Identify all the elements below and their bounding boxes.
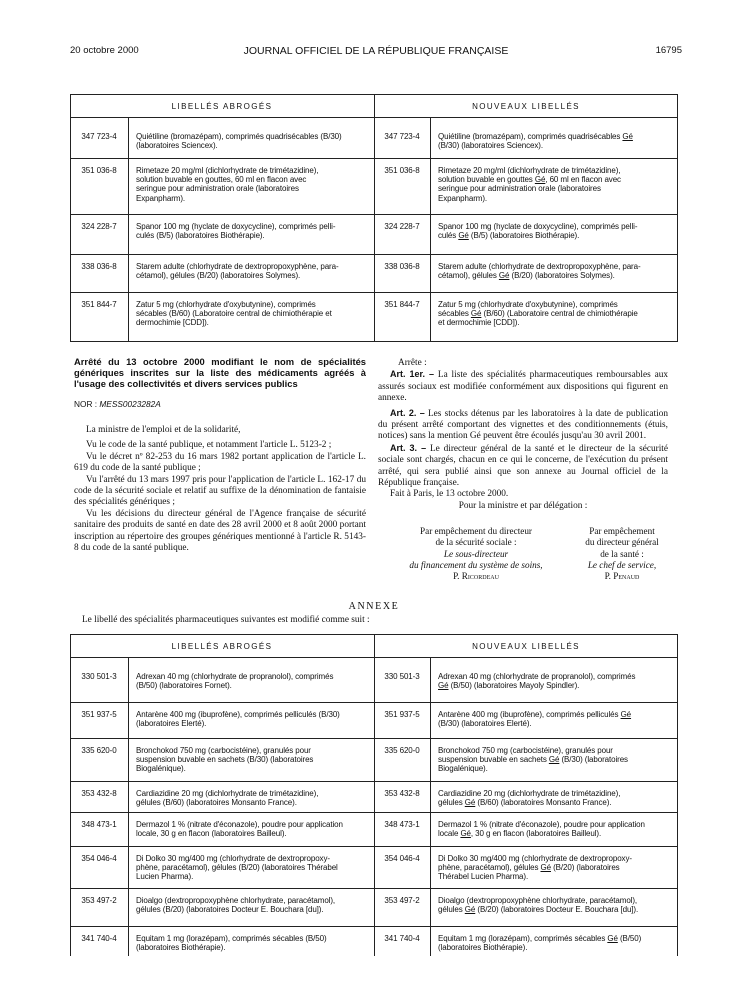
generic-mark: Gé (470, 309, 482, 319)
top-new-code-cell: 324 228-7 (384, 222, 420, 231)
header-new-labels: NOUVEAUX LIBELLÉS (472, 102, 580, 111)
annex-old-label-cell: Adrexan 40 mg (chlorhydrate de propranolol), comprimés (B/50) (laboratoires Fornet). (136, 672, 334, 691)
signature-right: Par empêchement du directeur général de la santé : Le chef de service, P. Penaud (585, 526, 659, 582)
generic-mark: Gé (534, 175, 546, 185)
annex-code-cell: 348 473-1 (81, 820, 117, 829)
top-new-label-cell: Quiétiline (bromazépam), comprimés quadrisécables Gé (B/30) (laboratoires Sciencex). (438, 132, 633, 151)
annex-code-cell: 353 497-2 (81, 896, 117, 905)
generic-mark: Gé (464, 905, 476, 915)
column-divider (128, 117, 129, 342)
top-new-code-cell: 338 036-8 (384, 262, 420, 271)
annex-intro: Le libellé des spécialités pharmaceutiques suivantes est modifié comme suit : (82, 615, 370, 625)
generic-mark: Gé (540, 863, 551, 873)
top-code-cell: 351 844-7 (81, 300, 117, 309)
annex-code-cell: 335 620-0 (81, 746, 117, 755)
page-header (70, 45, 682, 59)
row-separator (70, 812, 678, 813)
annex-new-label-cell: Dioalgo (dextropropoxyphène chlorhydrate, paracétamol), gélules Gé (B/20) (laboratoires Docteur E. Bouchara [du]). (438, 896, 639, 915)
row-separator (70, 926, 678, 927)
top-new-code-cell: 351 844-7 (384, 300, 420, 309)
minister-line: La ministre de l'emploi et de la solidarité, (86, 425, 241, 436)
annex-old-label-cell: Cardiazidine 20 mg (dichlorhydrate de trimétazidine), gélules (B/60) (laboratoires Monsanto France). (136, 789, 319, 808)
top-new-code-cell: 347 723-4 (384, 132, 420, 141)
arrete-line: Arrête : (398, 358, 427, 368)
annex-old-label-cell: Dermazol 1 % (nitrate d'éconazole), poudre pour application locale, 30 g en flacon (laboratoires Bailleul). (136, 820, 343, 839)
header-abrogated-labels: LIBELLÉS ABROGÉS (171, 102, 273, 111)
generic-mark: Gé (607, 934, 618, 943)
generic-mark: Gé (620, 710, 632, 719)
header-new-labels: NOUVEAUX LIBELLÉS (472, 642, 580, 651)
annex-new-label-cell: Adrexan 40 mg (chlorhydrate de propranolol), comprimés Gé (B/50) (laboratoires Mayoly Spindler). (438, 672, 636, 691)
annex-code-cell: 354 046-4 (81, 854, 117, 863)
top-medication-table (70, 94, 678, 342)
generic-mark: Gé (464, 798, 476, 808)
row-separator (70, 292, 678, 293)
row-separator (70, 254, 678, 255)
column-divider (430, 117, 431, 342)
top-old-label-cell: Starem adulte (chlorhydrate de dextropropoxyphène, para- cétamol), gélules (B/20) (laboratoires Solymes). (136, 262, 339, 281)
top-code-cell: 351 036-8 (81, 166, 117, 175)
generic-mark: Gé (438, 681, 449, 691)
visa-1: Vu le code de la santé publique, et notamment l'article L. 5123-2 ; (86, 440, 332, 451)
top-code-cell: 338 036-8 (81, 262, 117, 271)
row-separator (70, 846, 678, 847)
annex-new-code-cell: 353 497-2 (384, 896, 420, 905)
generic-mark: Gé (622, 132, 633, 141)
top-code-cell: 324 228-7 (81, 222, 117, 231)
visa-4: Vu les décisions du directeur général de l'Agence française de sécurité sanitaire des produits de santé en date des 28 avril 2000 et 8 août 2000 portant inscription au répertoire des groupes génériques mentionné à l'article R. 5143-8 du code de la santé publique. (74, 508, 366, 554)
decree-left-column (74, 356, 366, 554)
annex-old-label-cell: Antarène 400 mg (ibuprofène), comprimés pelliculés (B/30) (laboratoires Elerté). (136, 710, 340, 729)
generic-mark: Gé (460, 829, 471, 839)
annex-new-code-cell: 354 046-4 (384, 854, 420, 863)
table-right-border (677, 634, 678, 956)
annex-old-label-cell: Dioalgo (dextropropoxyphène chlorhydrate, paracétamol), gélules (B/20) (laboratoires Docteur E. Bouchara [du]). (136, 896, 336, 915)
article-3: Art. 3. – Le directeur général de la santé et le directeur de la sécurité sociale sont chargés, chacun en ce qui le concerne, de l'exécution du présent arrêté, qui sera publié ainsi que son annexe au Journal officiel de la République française. (378, 442, 668, 489)
nor-reference: NOR : MESS0023282A (74, 398, 161, 409)
annex-new-label-cell: Di Dolko 30 mg/400 mg (chlorhydrate de dextropropoxy- phène, paracétamol), gélules Gé (B/20) (laboratoires Thérabel Lucien Pharma). (438, 854, 632, 882)
top-old-label-cell: Spanor 100 mg (hyclate de doxycycline), comprimés pelli- culés (B/5) (laboratoires Biothérapie). (136, 222, 336, 241)
top-old-label-cell: Quiétiline (bromazépam), comprimés quadrisécables (B/30) (laboratoires Sciencex). (136, 132, 342, 151)
page-number: 16795 (655, 45, 682, 56)
top-new-label-cell: Starem adulte (chlorhydrate de dextropropoxyphène, para- cétamol), gélules Gé (B/20) (laboratoires Solymes). (438, 262, 641, 281)
visa-2: Vu le décret nº 82-253 du 16 mars 1982 portant application de l'article L. 619 du code de la santé publique ; (74, 451, 366, 474)
signature-left: Par empêchement du directeur de la sécurité sociale : Le sous-directeur du financement du système de soins, P. Ricordeau (409, 526, 543, 582)
annex-title: ANNEXE (348, 601, 400, 612)
top-old-label-cell: Zatur 5 mg (chlorhydrate d'oxybutynine), comprimés sécables (B/60) (Laboratoire central de chimiothérapie et dermochimie [CDD]). (136, 300, 332, 328)
annex-medication-table (70, 634, 678, 956)
annex-code-cell: 351 937-5 (81, 710, 117, 719)
article-2: Art. 2. – Les stocks détenus par les laboratoires à la date de publication du présent arrêté comportant des vignettes et des conditionnements (étuis, notices) sans la mention Gé peuvent être écoulés jusqu'au 30 avril 2001. (378, 407, 669, 442)
annex-old-label-cell: Bronchokod 750 mg (carbocistéine), granulés pour suspension buvable en sachets (B/30) (laboratoires Biogalénique). (136, 746, 314, 774)
row-separator (70, 158, 678, 159)
row-separator (70, 702, 678, 703)
decree-right-column (378, 358, 668, 512)
annex-code-cell: 330 501-3 (81, 672, 117, 681)
row-separator (70, 781, 678, 782)
top-new-label-cell: Rimetaze 20 mg/ml (dichlorhydrate de trimétazidine), solution buvable en gouttes Gé, 60 ml en flacon avec seringue pour administration orale (laboratoires Expanpharm). (438, 166, 621, 203)
top-code-cell: 347 723-4 (81, 132, 117, 141)
annex-new-code-cell: 348 473-1 (384, 820, 420, 829)
annex-new-label-cell: Antarène 400 mg (ibuprofène), comprimés pelliculés Gé (B/30) (laboratoires Elerté). (438, 710, 632, 729)
annex-new-code-cell: 351 937-5 (384, 710, 420, 719)
generic-mark: Gé (548, 755, 560, 765)
top-old-label-cell: Rimetaze 20 mg/ml (dichlorhydrate de trimétazidine), solution buvable en gouttes, 60 ml en flacon avec seringue pour administration orale (laboratoires Expanpharm). (136, 166, 319, 203)
annex-code-cell: 341 740-4 (81, 934, 117, 943)
article-1: Art. 1er. – La liste des spécialités pharmaceutiques remboursables aux assurés sociaux est modifiée conformément aux dispositions qui figurent en annexe. (378, 369, 668, 404)
top-new-code-cell: 351 036-8 (384, 166, 420, 175)
annex-new-code-cell: 330 501-3 (384, 672, 420, 681)
header-abrogated-labels: LIBELLÉS ABROGÉS (171, 642, 273, 651)
annex-new-label-cell: Dermazol 1 % (nitrate d'éconazole), poudre pour application locale Gé, 30 g en flacon (laboratoires Bailleul). (438, 820, 645, 839)
top-new-label-cell: Zatur 5 mg (chlorhydrate d'oxybutynine), comprimés sécables Gé (B/60) (Laboratoire central de chimiothérapie et dermochimie [CDD]). (438, 300, 638, 328)
annex-new-code-cell: 335 620-0 (384, 746, 420, 755)
generic-mark: Gé (498, 271, 510, 281)
header-date: 20 octobre 2000 (70, 45, 139, 56)
generic-mark: Gé (458, 231, 469, 241)
annex-new-code-cell: 341 740-4 (384, 934, 420, 943)
row-separator (70, 214, 678, 215)
row-separator (70, 888, 678, 889)
delegation-line: Pour la ministre et par délégation : (458, 500, 588, 511)
journal-title: JOURNAL OFFICIEL DE LA RÉPUBLIQUE FRANÇAISE (243, 45, 509, 57)
annex-new-label-cell: Bronchokod 750 mg (carbocistéine), granulés pour suspension buvable en sachets Gé (B/30) (laboratoires Biogalénique). (438, 746, 628, 774)
table-right-border (677, 94, 678, 342)
annex-new-label-cell: Cardiazidine 20 mg (dichlorhydrate de trimétazidine), gélules Gé (B/60) (laboratoires Monsanto France). (438, 789, 621, 808)
visa-3: Vu l'arrêté du 13 mars 1997 pris pour l'application de l'article L. 162-17 du code de la sécurité sociale et relatif au suffixe de la dénomination de fantaisie des spécialités génériques ; (74, 474, 366, 508)
place-date: Fait à Paris, le 13 octobre 2000. (390, 489, 509, 500)
decree-title: Arrêté du 13 octobre 2000 modifiant le nom de spécialités génériques inscrites sur la liste des médicaments agréés à l'usage des collectivités et divers services publics (74, 356, 366, 390)
row-separator (70, 738, 678, 739)
annex-code-cell: 353 432-8 (81, 789, 117, 798)
annex-new-label-cell: Equitam 1 mg (lorazépam), comprimés sécables Gé (B/50) (laboratoires Biothérapie). (438, 934, 642, 953)
annex-old-label-cell: Di Dolko 30 mg/400 mg (chlorhydrate de dextropropoxy- phène, paracétamol), gélules (B/20) (laboratoires Thérabel Lucien Pharma). (136, 854, 338, 882)
annex-old-label-cell: Equitam 1 mg (lorazépam), comprimés sécables (B/50) (laboratoires Biothérapie). (136, 934, 327, 953)
annex-new-code-cell: 353 432-8 (384, 789, 420, 798)
top-new-label-cell: Spanor 100 mg (hyclate de doxycycline), comprimés pelli- culés Gé (B/5) (laboratoires Biothérapie). (438, 222, 638, 241)
